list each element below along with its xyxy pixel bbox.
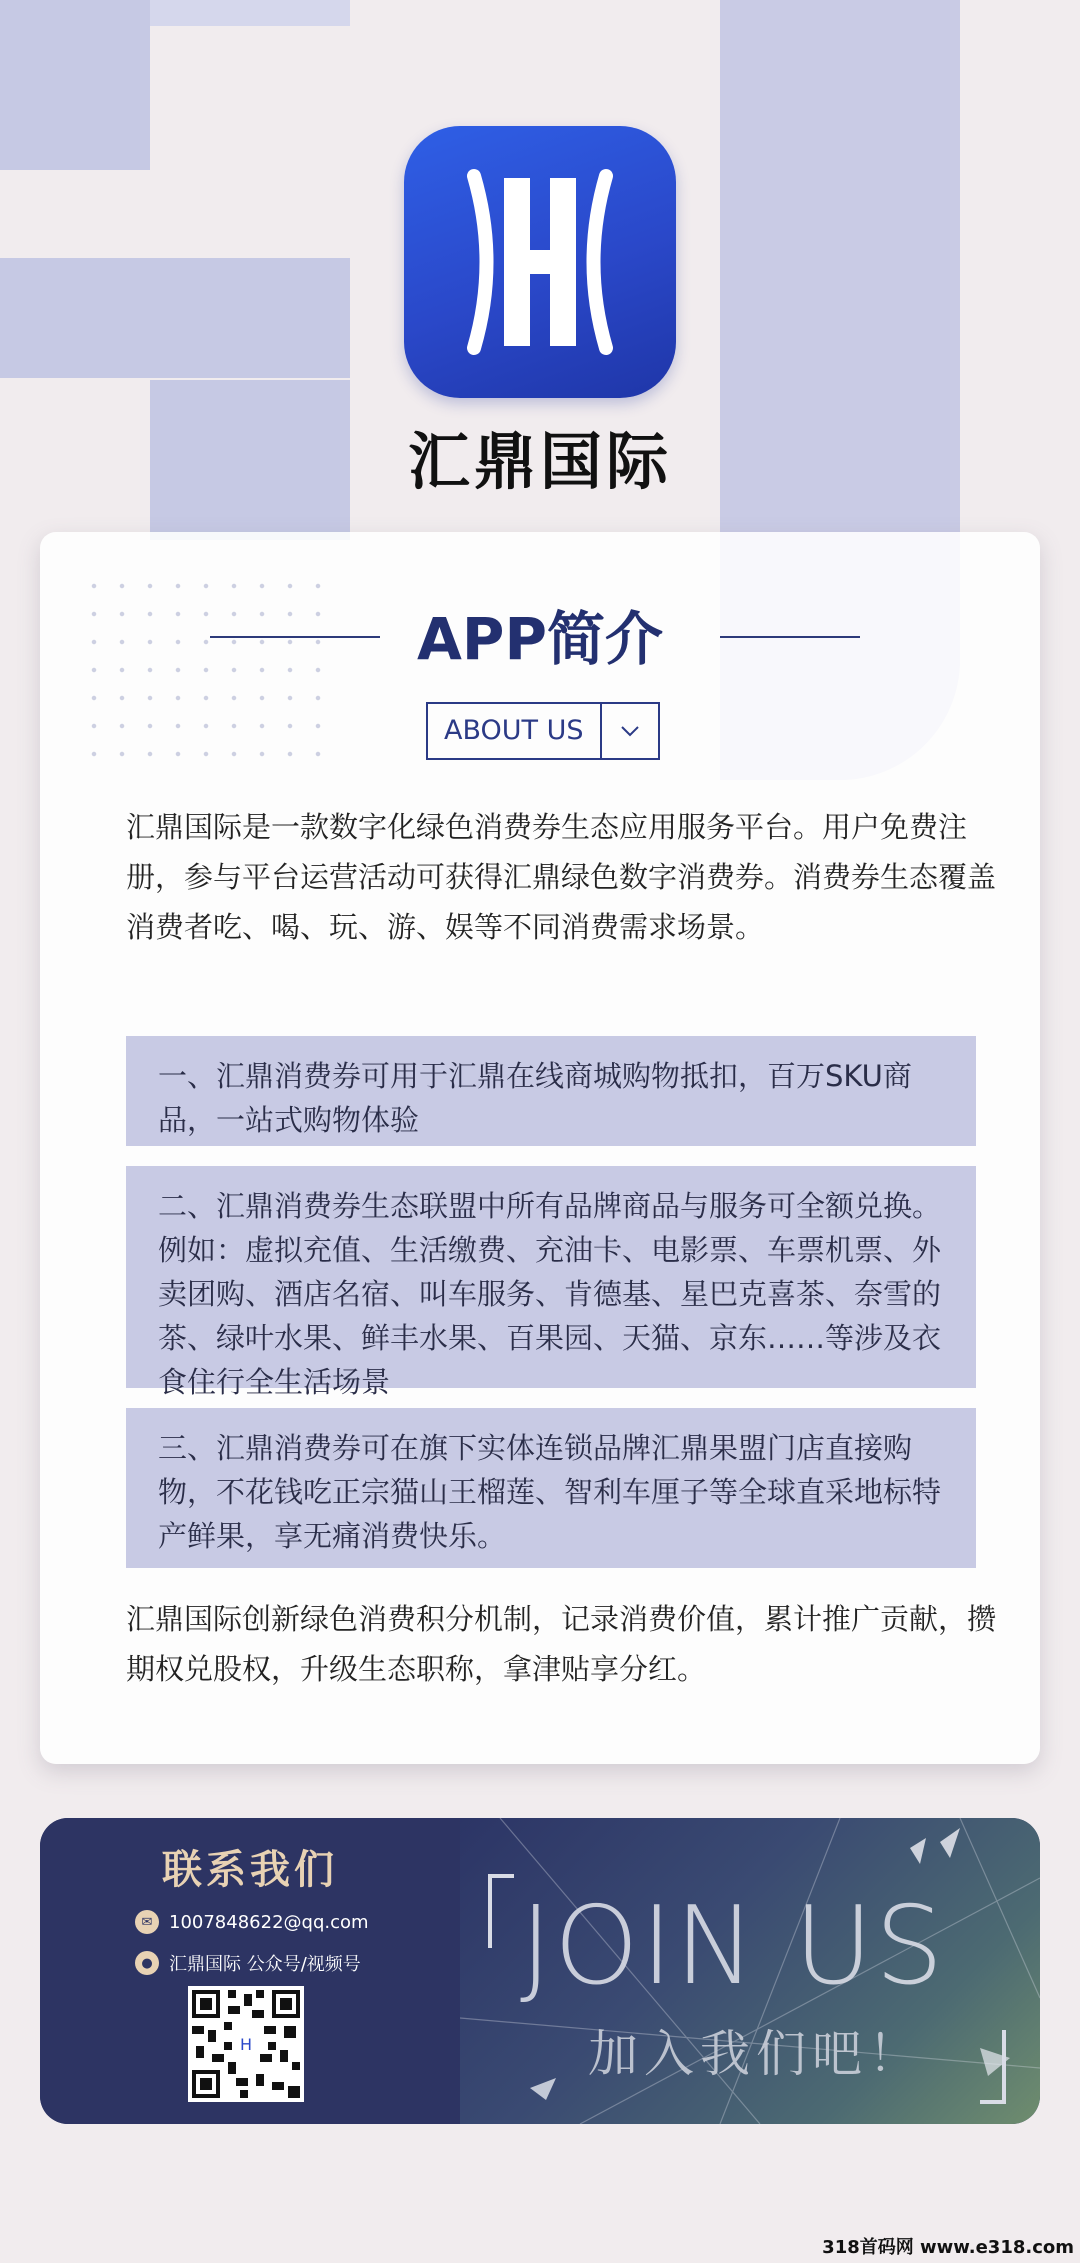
qr-code[interactable] — [188, 1986, 304, 2102]
feature-box-2 — [126, 1166, 976, 1399]
intro-card — [40, 532, 1040, 1764]
brand-name: 汇鼎国际 — [407, 425, 672, 498]
app-logo — [404, 126, 676, 398]
card-title: APP简介 — [417, 605, 663, 673]
logo-mark-icon — [404, 126, 676, 398]
wechat-row[interactable] — [135, 1950, 361, 1976]
join-us-subheading: 加入我们吧！ — [588, 2025, 924, 2083]
wechat-icon: ● — [135, 1951, 159, 1975]
bg-shape-mid-bar — [0, 258, 350, 378]
bg-shape-top-left — [0, 0, 150, 170]
bg-shape-top-bar — [150, 0, 350, 26]
bracket-top-left — [488, 1874, 514, 1948]
about-us-label: ABOUT US — [428, 704, 602, 758]
svg-text:H: H — [239, 2035, 253, 2054]
outro-paragraph: 汇鼎国际创新绿色消费积分机制，记录消费价值，累计推广贡献，攒期权兑股权，升级生态职称，拿津贴享分红。 — [126, 1602, 997, 1686]
join-us-panel — [460, 1818, 1040, 2124]
intro-paragraph: 汇鼎国际是一款数字化绿色消费券生态应用服务平台。用户免费注册，参与平台运营活动可获得汇鼎绿色数字消费券。消费券生态覆盖消费者吃、喝、玩、游、娱等不同消费需求场景。 — [126, 810, 997, 944]
chevron-down-icon — [602, 704, 658, 758]
feature-text-2: 二、汇鼎消费券生态联盟中所有品牌商品与服务可全额兑换。例如：虚拟充值、生活缴费、充油卡、电影票、车票机票、外卖团购、酒店名宿、叫车服务、肯德基、星巴克喜茶、奈雪的茶、绿叶水果、鲜丰水果、百果园、天猫、京东……等涉及衣食住行全生活场景 — [158, 1189, 942, 1399]
contact-banner — [40, 1818, 1040, 2124]
feature-text-3: 三、汇鼎消费券可在旗下实体连锁品牌汇鼎果盟门店直接购物，不花钱吃正宗猫山王榴莲、智利车厘子等全球直采地标特产鲜果，享无痛消费快乐。 — [158, 1431, 942, 1553]
email-text: 1007848622@qq.com — [169, 1911, 369, 1933]
email-row[interactable] — [135, 1910, 369, 1934]
about-us-dropdown[interactable] — [426, 702, 660, 760]
feature-box-3 — [126, 1408, 976, 1568]
wechat-text: 汇鼎国际 公众号/视频号 — [169, 1954, 361, 1975]
contact-panel — [40, 1818, 460, 2124]
join-us-heading: JOIN US — [520, 1884, 946, 2009]
feature-box-1 — [126, 1036, 976, 1146]
contact-title: 联系我们 — [162, 1847, 338, 1893]
bg-shape-left-column — [150, 380, 350, 540]
feature-text-1: 一、汇鼎消费券可用于汇鼎在线商城购物抵扣，百万SKU商品，一站式购物体验 — [158, 1059, 912, 1137]
mail-icon: ✉ — [135, 1910, 159, 1934]
bracket-bottom-right — [980, 2030, 1006, 2104]
site-watermark: 318首码网 www.e318.com — [822, 2237, 1074, 2258]
